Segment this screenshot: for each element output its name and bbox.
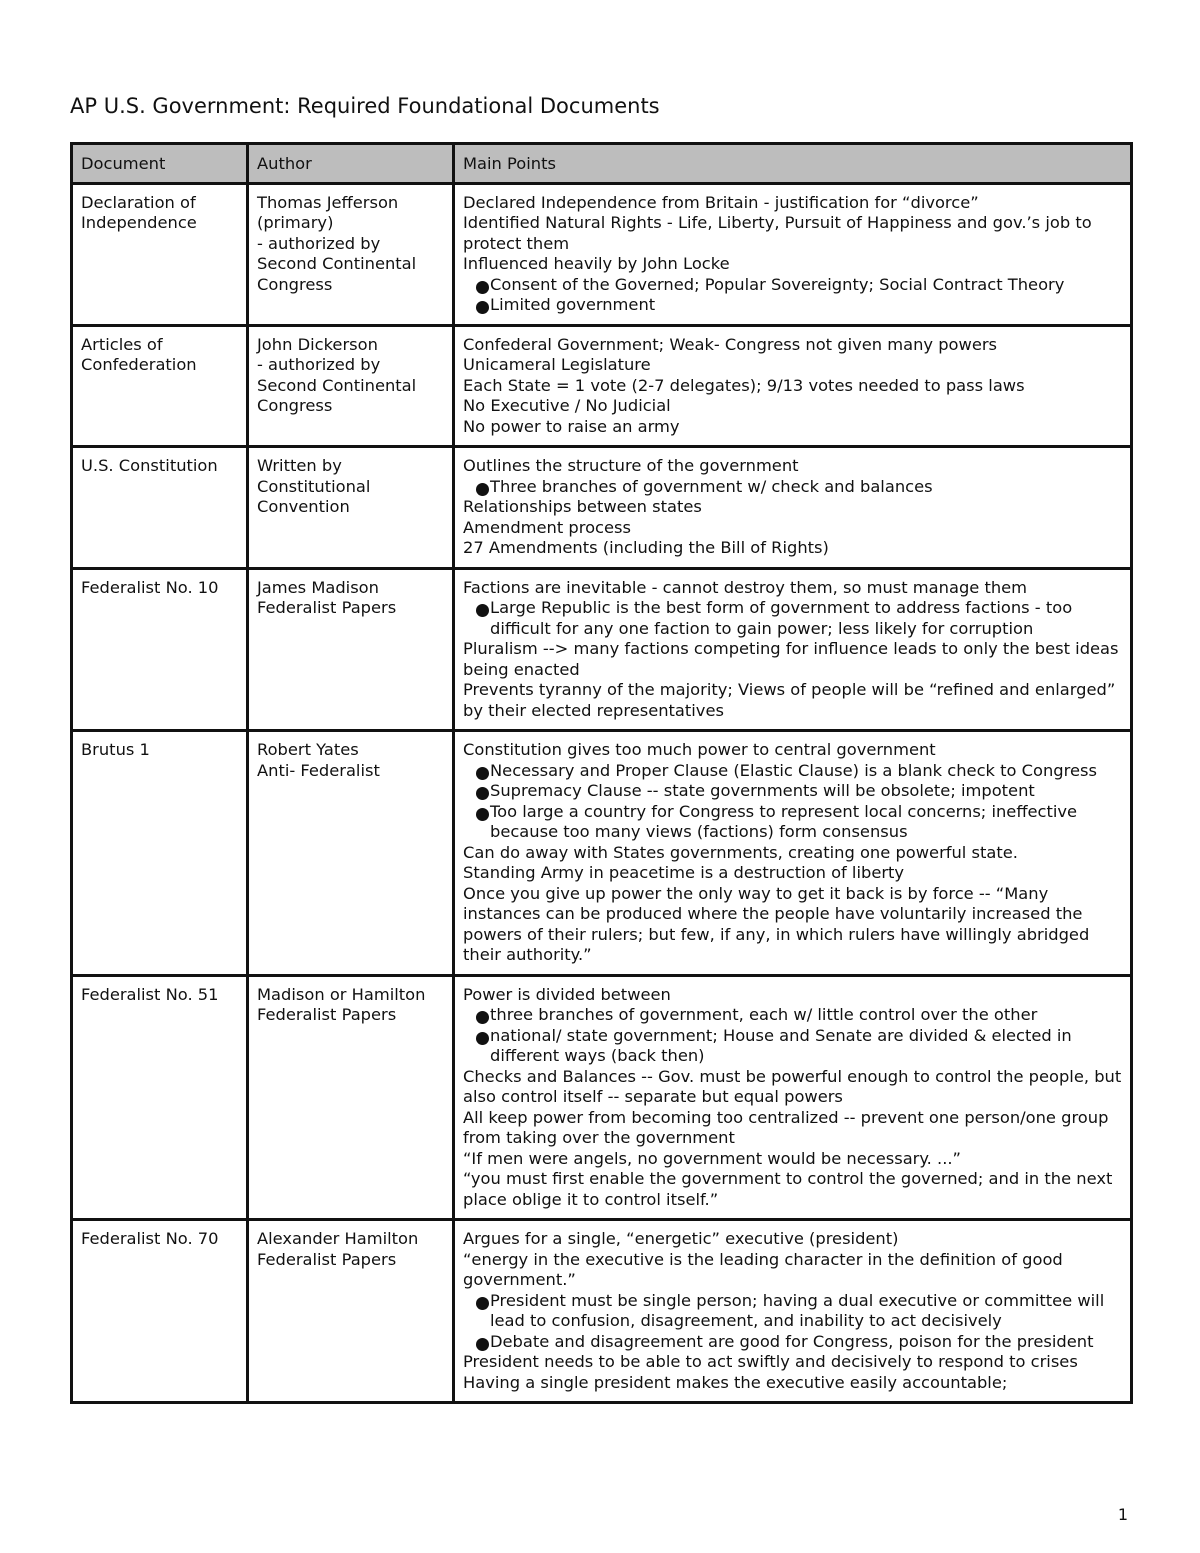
main-point: Factions are inevitable - cannot destroy them, so must manage them xyxy=(463,577,1028,597)
document-name-line: U.S. Constitution xyxy=(81,456,218,475)
author-cell xyxy=(248,325,454,447)
document-cell xyxy=(72,325,248,447)
page-number: 1 xyxy=(1117,1505,1128,1524)
bullet-point: Supremacy Clause -- state governments will be obsolete; impotent xyxy=(463,781,1122,802)
main-points-cell xyxy=(454,1220,1132,1403)
main-points-cell xyxy=(454,325,1132,447)
main-point: Can do away with States governments, creating one powerful state. xyxy=(463,842,1018,862)
main-point: Pluralism --> many factions competing for influence leads to only the best ideas being enacted xyxy=(463,639,1119,679)
main-point: 27 Amendments (including the Bill of Rights) xyxy=(463,538,829,557)
table-row xyxy=(72,1220,1132,1403)
main-point: Argues for a single, “energetic” executive (president) xyxy=(463,1229,899,1248)
main-point: Amendment process xyxy=(463,517,631,537)
header-document: Document xyxy=(72,144,248,184)
author-line: (primary) xyxy=(257,213,334,232)
author-line: - authorized by xyxy=(257,355,381,374)
table-body xyxy=(72,183,1132,1403)
table-row xyxy=(72,731,1132,976)
author-line: Congress xyxy=(257,274,333,294)
bullet-point: Too large a country for Congress to represent local concerns; ineffective because too many views (factions) form consensus xyxy=(463,802,1122,843)
main-points-cell xyxy=(454,975,1132,1220)
page-title: AP U.S. Government: Required Foundational Documents xyxy=(70,94,660,118)
main-point: No Executive / No Judicial xyxy=(463,396,671,415)
main-point: All keep power from becoming too centralized -- prevent one person/one group from taking over the government xyxy=(463,1107,1109,1147)
author-line: Robert Yates xyxy=(257,740,359,759)
author-cell xyxy=(248,568,454,731)
bullet-point: Consent of the Governed; Popular Sovereignty; Social Contract Theory xyxy=(463,275,1122,296)
table-row xyxy=(72,183,1132,325)
main-point: Having a single president makes the executive easily accountable; xyxy=(463,1372,1008,1392)
bullet-point: Necessary and Proper Clause (Elastic Clause) is a blank check to Congress xyxy=(463,761,1122,782)
table-row xyxy=(72,975,1132,1220)
author-line: Thomas Jefferson xyxy=(257,192,399,212)
author-line: Convention xyxy=(257,497,350,516)
document-cell xyxy=(72,975,248,1220)
main-point: President needs to be able to act swiftly and decisively to respond to crises xyxy=(463,1352,1078,1371)
bullet-point: President must be single person; having a dual executive or committee will lead to confusion, disagreement, and inability to act decisively xyxy=(463,1291,1122,1332)
bullet-point: Limited government xyxy=(463,295,1122,316)
main-point: “energy in the executive is the leading character in the definition of good government.” xyxy=(463,1249,1063,1289)
document-cell xyxy=(72,183,248,325)
bullet-point: Debate and disagreement are good for Congress, poison for the president xyxy=(463,1332,1122,1353)
author-line: Federalist Papers xyxy=(257,1005,397,1024)
author-line: - authorized by xyxy=(257,233,381,253)
main-point: Prevents tyranny of the majority; Views of people will be “refined and enlarged” by their elected representatives xyxy=(463,680,1116,720)
main-point: “you must first enable the government to control the governed; and in the next place oblige it to control itself.” xyxy=(463,1169,1113,1209)
document-name-line: Federalist No. 10 xyxy=(81,577,219,597)
document-name-line: Federalist No. 51 xyxy=(81,984,219,1004)
main-point: “If men were angels, no government would be necessary. ...” xyxy=(463,1148,961,1168)
author-line: Second Continental xyxy=(257,375,417,395)
main-point: Power is divided between xyxy=(463,984,671,1004)
author-line: Alexander Hamilton xyxy=(257,1229,419,1248)
document-name-line: Confederation xyxy=(81,355,197,374)
main-point: Confederal Government; Weak- Congress not given many powers xyxy=(463,334,998,354)
documents-table xyxy=(70,142,1133,1404)
author-line: Constitutional xyxy=(257,476,371,496)
main-point: Unicameral Legislature xyxy=(463,355,651,374)
main-points-cell xyxy=(454,731,1132,976)
bullet-point: Three branches of government w/ check and balances xyxy=(463,477,1122,498)
document-name-line: Articles of xyxy=(81,334,163,354)
author-line: Second Continental xyxy=(257,254,417,273)
document-cell xyxy=(72,447,248,569)
main-points-cell xyxy=(454,568,1132,731)
author-line: Written by xyxy=(257,456,342,475)
document-name-line: Declaration of xyxy=(81,192,196,212)
main-point: Standing Army in peacetime is a destruction of liberty xyxy=(463,863,905,882)
bullet-point: three branches of government, each w/ little control over the other xyxy=(463,1005,1122,1026)
author-line: John Dickerson xyxy=(257,334,378,354)
table-row xyxy=(72,325,1132,447)
author-line: James Madison xyxy=(257,577,379,597)
main-point: Checks and Balances -- Gov. must be powerful enough to control the people, but also control itself -- separate but equal powers xyxy=(463,1066,1122,1106)
main-points-cell xyxy=(454,183,1132,325)
author-line: Anti- Federalist xyxy=(257,760,380,780)
document-name-line: Independence xyxy=(81,213,197,232)
table-row xyxy=(72,568,1132,731)
author-line: Federalist Papers xyxy=(257,598,397,617)
document-name-line: Federalist No. 70 xyxy=(81,1229,219,1248)
author-cell xyxy=(248,731,454,976)
main-point: No power to raise an army xyxy=(463,416,680,436)
bullet-point: national/ state government; House and Senate are divided & elected in different ways (back then) xyxy=(463,1026,1122,1067)
header-author: Author xyxy=(248,144,454,184)
main-point: Constitution gives too much power to central government xyxy=(463,740,936,759)
author-line: Federalist Papers xyxy=(257,1249,397,1269)
main-point: Relationships between states xyxy=(463,497,702,516)
author-cell xyxy=(248,1220,454,1403)
main-point: Influenced heavily by John Locke xyxy=(463,254,730,273)
document-cell xyxy=(72,1220,248,1403)
document-cell xyxy=(72,731,248,976)
main-point: Outlines the structure of the government xyxy=(463,456,799,475)
document-name-line: Brutus 1 xyxy=(81,740,150,759)
main-point: Once you give up power the only way to get it back is by force -- “Many instances can be produced where the people have voluntarily increased the powers of their rulers; but few, if any, in which rulers have willingly abridged their authority.” xyxy=(463,883,1090,964)
author-cell xyxy=(248,975,454,1220)
main-points-cell xyxy=(454,447,1132,569)
author-cell xyxy=(248,183,454,325)
header-main-points: Main Points xyxy=(454,144,1132,184)
table-row xyxy=(72,447,1132,569)
author-line: Madison or Hamilton xyxy=(257,984,426,1004)
main-point: Identified Natural Rights - Life, Liberty, Pursuit of Happiness and gov.’s job to protect them xyxy=(463,213,1092,253)
author-line: Congress xyxy=(257,396,333,415)
main-point: Each State = 1 vote (2-7 delegates); 9/13 votes needed to pass laws xyxy=(463,375,1025,395)
bullet-point: Large Republic is the best form of government to address factions - too difficult for any one faction to gain power; less likely for corruption xyxy=(463,598,1122,639)
main-point: Declared Independence from Britain - justification for “divorce” xyxy=(463,192,979,212)
author-cell xyxy=(248,447,454,569)
table-header-row xyxy=(72,144,1132,184)
document-cell xyxy=(72,568,248,731)
